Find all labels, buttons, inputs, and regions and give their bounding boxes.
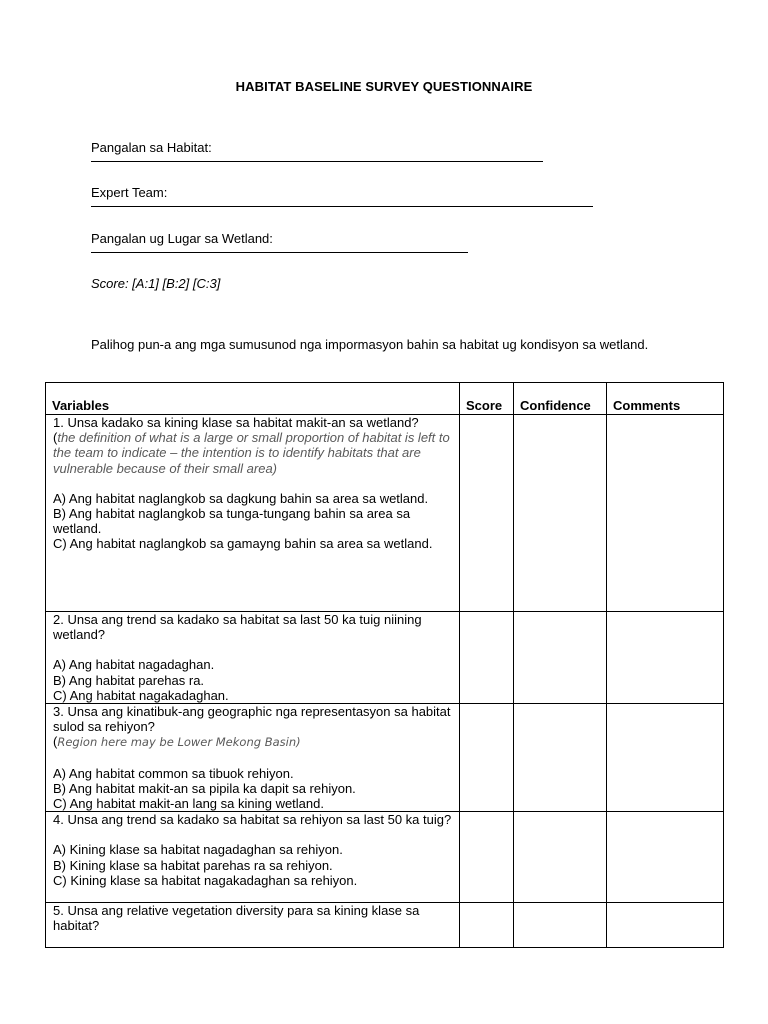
habitat-name-label: Pangalan sa Habitat:	[91, 140, 212, 155]
score-cell[interactable]	[460, 704, 514, 812]
confidence-cell[interactable]	[514, 612, 607, 704]
option-c: C) Ang habitat naglangkob sa gamayng bahin sa area sa wetland.	[53, 536, 433, 552]
question-cell	[46, 415, 460, 612]
survey-table	[45, 382, 724, 948]
question-cell	[46, 612, 460, 704]
confidence-cell[interactable]	[514, 812, 607, 903]
question-cell	[46, 812, 460, 903]
score-cell[interactable]	[460, 415, 514, 612]
option-a: A) Kining klase sa habitat nagadaghan sa rehiyon.	[53, 842, 343, 858]
confidence-cell[interactable]	[514, 704, 607, 812]
page-title: HABITAT BASELINE SURVEY QUESTIONNAIRE	[235, 79, 533, 94]
score-legend: Score: [A:1] [B:2] [C:3]	[91, 276, 221, 291]
score-cell[interactable]	[460, 903, 514, 948]
table-row	[46, 812, 724, 903]
table-header-row	[46, 383, 724, 415]
option-b: B) Ang habitat parehas ra.	[53, 672, 205, 688]
question-text: 3. Unsa ang kinatibuk-ang geographic nga representasyon sa habitat sulod sa rehiyon?	[53, 704, 451, 735]
header-comments: Comments	[607, 383, 724, 415]
comments-cell[interactable]	[607, 612, 724, 704]
option-c: C) Ang habitat makit-an lang sa kining wetland.	[53, 796, 324, 812]
table-row	[46, 415, 724, 612]
option-a: A) Ang habitat nagadaghan.	[53, 657, 215, 673]
expert-team-line[interactable]	[91, 200, 593, 207]
table-row	[46, 612, 724, 704]
table-row	[46, 704, 724, 812]
expert-team-label: Expert Team:	[91, 185, 168, 200]
comments-cell[interactable]	[607, 415, 724, 612]
question-text: 1. Unsa kadako sa kining klase sa habitat makit-an sa wetland?	[53, 415, 419, 430]
question-note	[53, 734, 453, 750]
wetland-name-label: Pangalan ug Lugar sa Wetland:	[91, 231, 273, 246]
question-text: 4. Unsa ang trend sa kadako sa habitat sa rehiyon sa last 50 ka tuig?	[53, 812, 452, 828]
question-text: 5. Unsa ang relative vegetation diversity para sa kining klase sa habitat?	[53, 903, 420, 934]
option-c: C) Kining klase sa habitat nagakadaghan sa rehiyon.	[53, 872, 358, 888]
note-text: the definition of what is a large or small proportion of habitat is left to the team to indicate – the intention is to identify habitats that are vulnerable because of their small area)	[53, 430, 450, 476]
question-cell	[46, 903, 460, 948]
comments-cell[interactable]	[607, 903, 724, 948]
header-variables: Variables	[46, 383, 460, 415]
score-cell[interactable]	[460, 812, 514, 903]
question-text: 2. Unsa ang trend sa kadako sa habitat sa last 50 ka tuig niining wetland?	[53, 612, 422, 643]
question-note	[53, 430, 453, 476]
comments-cell[interactable]	[607, 704, 724, 812]
wetland-name-line[interactable]	[91, 246, 468, 253]
note-open: (	[53, 734, 58, 750]
option-b: B) Ang habitat makit-an sa pipila ka dapit sa rehiyon.	[53, 780, 356, 796]
expert-team-field	[91, 185, 593, 207]
header-confidence: Confidence	[514, 383, 607, 415]
comments-cell[interactable]	[607, 812, 724, 903]
table-row	[46, 903, 724, 948]
confidence-cell[interactable]	[514, 415, 607, 612]
note-text: Region here may be Lower Mekong Basin)	[57, 735, 301, 750]
intro-text: Palihog pun-a ang mga sumusunod nga impormasyon bahin sa habitat ug kondisyon sa wetland.	[91, 337, 649, 352]
habitat-name-field	[91, 140, 543, 162]
confidence-cell[interactable]	[514, 903, 607, 948]
option-b: B) Kining klase sa habitat parehas ra sa rehiyon.	[53, 857, 333, 873]
option-a: A) Ang habitat naglangkob sa dagkung bahin sa area sa wetland.	[53, 490, 429, 506]
habitat-name-line[interactable]	[91, 155, 543, 162]
option-b: B) Ang habitat naglangkob sa tunga-tungang bahin sa area sa wetland.	[53, 506, 411, 537]
wetland-name-field	[91, 231, 468, 253]
question-cell	[46, 704, 460, 812]
score-cell[interactable]	[460, 612, 514, 704]
option-a: A) Ang habitat common sa tibuok rehiyon.	[53, 765, 294, 781]
option-c: C) Ang habitat nagakadaghan.	[53, 687, 229, 703]
header-score: Score	[460, 383, 514, 415]
note-open: (	[53, 430, 58, 446]
